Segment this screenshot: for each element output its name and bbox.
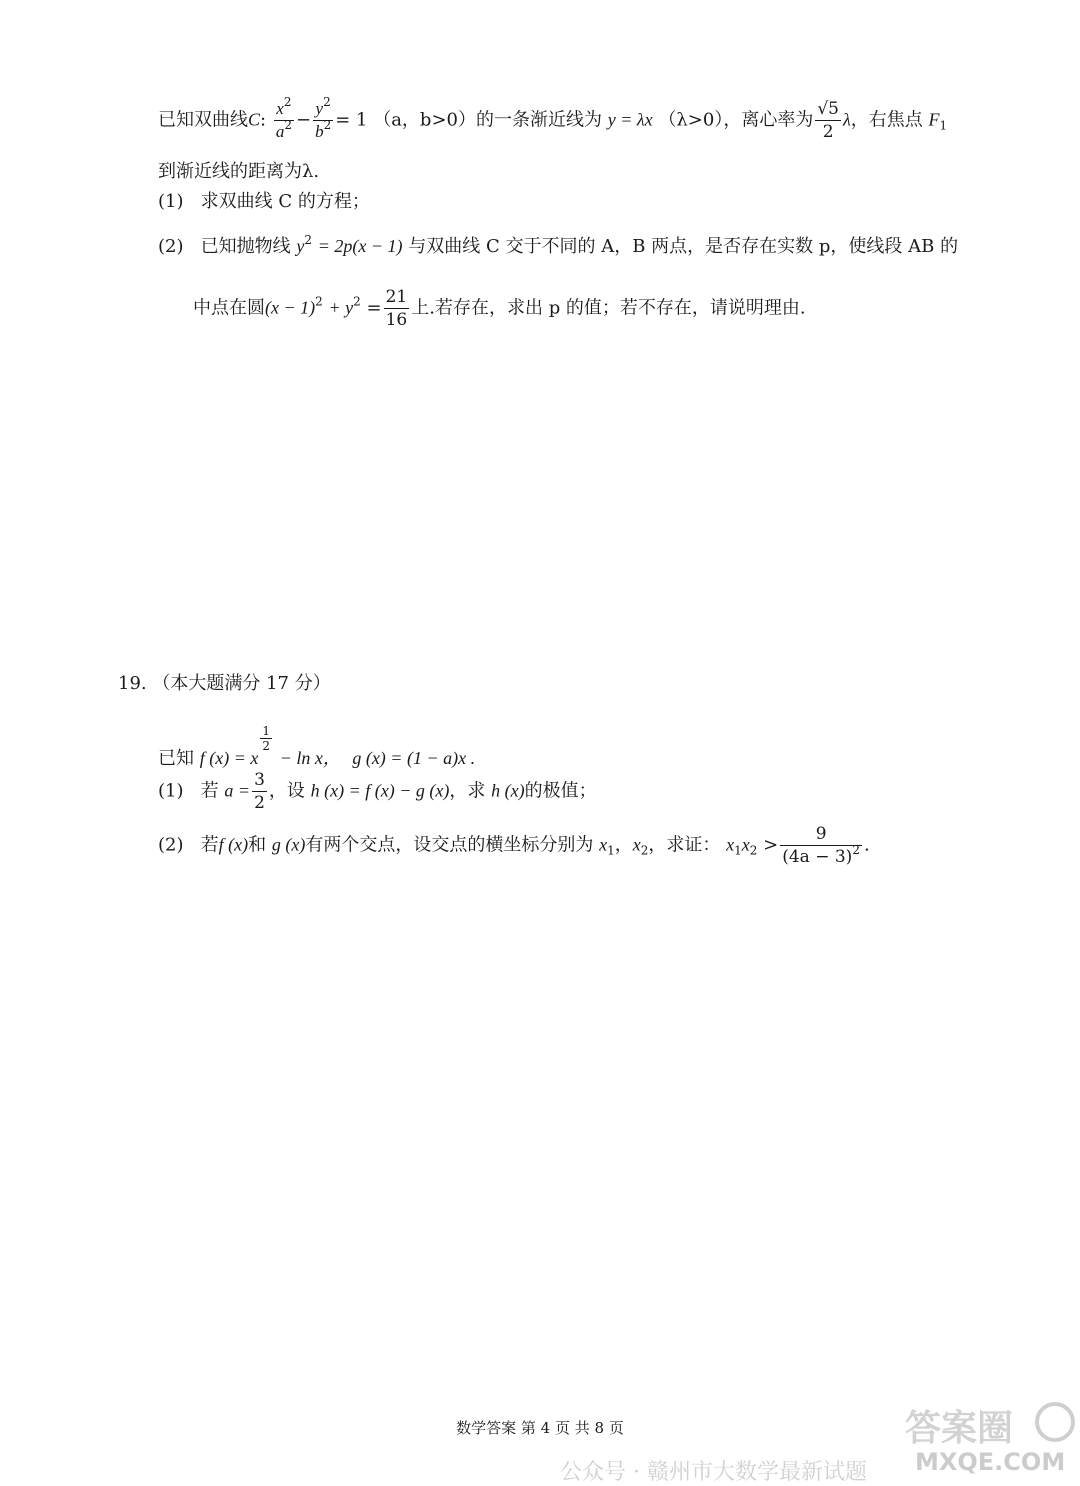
q18-den-16: 16 [385,310,408,330]
q18-circle-sq-2: 2 [353,294,361,309]
q19-prod-sub2: 2 [749,843,758,858]
q18-focus-F: F [928,109,940,130]
watermark-logo-text: 答案圈 [905,1408,1014,1449]
q19-header-text: 19. （本大题满分 17 分） [118,673,331,694]
q19-frac-3-2 [252,769,267,814]
q19-part1-ask: ，求 [449,780,486,802]
q19-num-9: 9 [780,823,862,846]
q19-prod-x1: x [726,834,735,855]
q19-part1-set: ，设 [268,780,305,802]
q18-circle-lhs: (x − 1) [265,297,316,318]
q18-part2-text: 与双曲线 C 交于不同的 A，B 两点，是否存在实数 p，使线段 AB 的 [408,236,959,257]
q18-y: y [315,99,324,118]
q19-prod-sub1: 1 [734,843,742,858]
q19-frac-9 [780,823,862,868]
q18-b: b [315,122,324,141]
q19-intro [158,724,475,771]
q18-intro-prefix: 已知双曲线 [158,109,248,131]
q18-frac-21-16 [384,286,410,331]
q18-two: 2 [822,122,834,142]
watermark-logo [895,1400,1080,1475]
q18-circle-equals: = [366,297,382,319]
q18-sq-1: 2 [283,95,292,109]
q18-part2-circle-lead: 中点在圆 [193,297,265,319]
q18-asymptote: y = λx [607,109,653,130]
watermark-site: MXQE.COM [915,1448,1066,1475]
q19-f-definition: f (x) = x [199,748,259,768]
q18-frac-y-over-b [313,95,333,143]
q18-part2-lead: 已知抛物线 [200,236,291,257]
q19-part2-number: (2) [158,834,184,856]
q19-header [118,672,331,696]
q18-colon: : [260,109,267,131]
q19-intro-lead: 已知 [158,748,194,769]
q18-circle-sq-1: 2 [315,294,323,309]
q19-greater: > [763,834,779,856]
q19-hx: h (x) [491,780,525,801]
q18-intro-line-2 [158,160,319,184]
q19-den-sq: 2 [852,843,860,857]
q18-part2-line2 [193,286,806,331]
q19-prod-x2: x [741,834,750,855]
q18-sqrt5: √5 [817,99,839,119]
q19-f-rest: − ln x， [279,748,341,768]
q19-a-equals: a = [224,780,251,801]
q18-intro-line [158,95,948,143]
q19-part1-number: (1) [158,780,184,802]
q18-lambda: λ [843,109,851,130]
q18-part1 [158,190,370,214]
q18-focus-sub: 1 [939,118,948,133]
q18-part1-number: (1) [158,191,184,212]
q19-exponent-half [260,724,272,753]
q18-parabola-sq: 2 [304,233,313,247]
q18-frac-x-over-a [274,95,294,143]
q19-x1: x [599,834,608,855]
q19-g-definition: g (x) = (1 − a)x . [352,748,476,768]
q19-prove: ，求证： [648,834,721,856]
q19-part1 [158,769,597,814]
watermark-bottom: 公众号 · 赣州市大数学最新试题 [560,1460,867,1485]
q18-part2-tail: 上.若存在，求出 p 的值；若不存在，请说明理由. [411,297,806,319]
q18-parabola-rest: = 2p(x − 1) [317,236,403,256]
q18-focus-text: ，右焦点 [850,109,923,131]
q18-line2-text: 到渐近线的距离为λ. [158,161,320,182]
q18-part2-number: (2) [158,236,184,257]
q19-den-2: 2 [254,793,265,813]
q19-num-3: 3 [254,770,265,790]
q18-sq-3: 2 [323,95,331,109]
q19-half-num: 1 [262,724,270,738]
q19-x1-sub: 1 [607,843,615,858]
q19-period: . [863,834,870,856]
q19-gx: g (x) [271,834,306,855]
q18-circle-plus-y: + y [328,297,354,318]
q19-and: 和 [248,834,267,856]
page-footer: 数学答案 第 4 页 共 8 页 [456,1419,624,1437]
q18-equals-one: = 1 [335,109,368,131]
q19-fx: f (x) [218,834,249,855]
q18-sq-2: 2 [284,118,292,132]
q19-half-den: 2 [262,739,270,753]
q18-part1-text: 求双曲线 C 的方程； [200,191,370,212]
q19-h-definition: h (x) = f (x) − g (x) [310,780,450,801]
q18-part2-line1 [158,234,958,259]
q18-sq-4: 2 [323,118,332,132]
q19-part1-tail: 的极值； [524,780,597,802]
q18-condition-2: （λ>0），离心率为 [658,109,814,131]
q19-part2-lead: 若 [200,834,219,856]
q19-den: (4a − 3) [782,847,853,867]
q19-part1-lead: 若 [200,780,219,802]
q18-a: a [275,122,285,141]
q19-part2-text: 有两个交点，设交点的横坐标分别为 [305,834,594,856]
q19-x2: x [632,834,641,855]
q18-frac-eccentricity [815,98,841,143]
q19-x2-sub: 2 [640,843,649,858]
q18-condition: （a，b>0）的一条渐近线为 [373,109,602,131]
q19-part2: (2) 若f (x)和 g (x)有两个交点，设交点的横坐标分别为 $x_1$，$x_2$，求证： $x_1x_2$ > $\frac{9}{(4a - 3)^2}$ . [158,824,870,867]
watermark-logo-icon [895,1400,1080,1475]
q18-x: x [276,99,284,118]
q18-parabola-y: y [296,236,305,256]
q18-minus: − [295,109,312,131]
q18-curve-name: C [248,109,261,130]
q18-num-21: 21 [385,287,408,307]
